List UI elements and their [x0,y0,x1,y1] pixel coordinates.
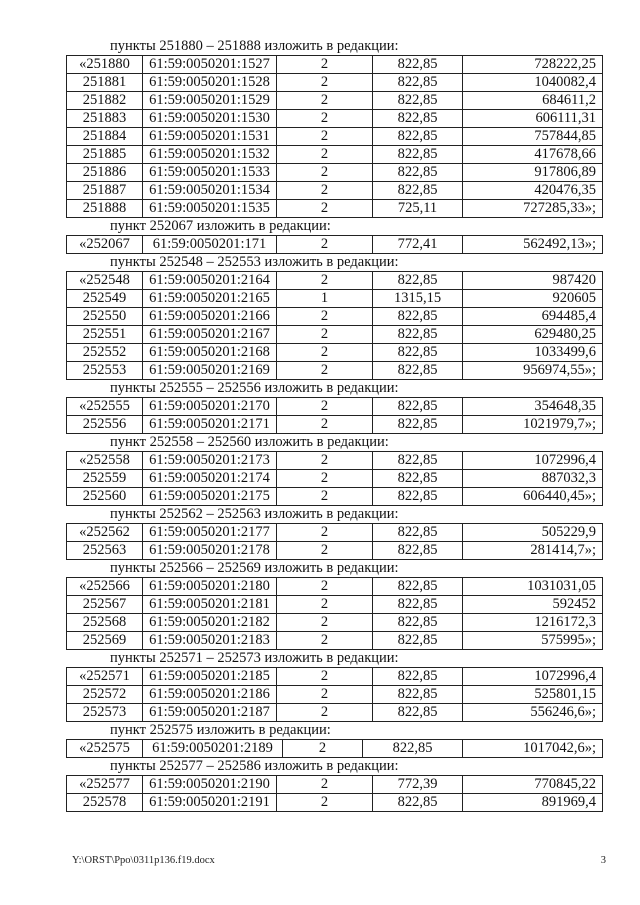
data-table [66,397,603,434]
cadastral-number-cell: 61:59:0050201:2174 [143,470,277,488]
count-cell: 2 [277,182,373,200]
count-cell: 2 [277,686,373,704]
cadastral-number-cell: 61:59:0050201:2181 [143,596,277,614]
value-cell: 770845,22 [463,776,603,794]
data-table [66,451,603,506]
table-row [67,416,603,434]
table-row [67,290,603,308]
table-row [67,110,603,128]
value-cell: 1017042,6»; [463,740,603,758]
table-row [67,308,603,326]
item-number-cell: «252562 [67,524,143,542]
value-cell: 525801,15 [463,686,603,704]
value-cell: 606111,31 [463,110,603,128]
section-heading: пункты 252577 – 252586 изложить в редакции: [110,758,399,774]
cadastral-number-cell: 61:59:0050201:2170 [143,398,277,416]
table-row [67,686,603,704]
table-row [67,488,603,506]
area-cell: 822,85 [373,452,463,470]
item-number-cell: 252569 [67,632,143,650]
table-row [67,74,603,92]
area-cell: 822,85 [373,596,463,614]
area-cell: 822,85 [373,362,463,380]
data-table [66,523,603,560]
data-table [66,55,603,218]
area-cell: 822,85 [373,344,463,362]
area-cell: 822,85 [363,740,463,758]
table-row [67,740,603,758]
table-row [67,362,603,380]
item-number-cell: «251880 [67,56,143,74]
item-number-cell: 252552 [67,344,143,362]
item-number-cell: 251884 [67,128,143,146]
value-cell: 1031031,05 [463,578,603,596]
document-body [66,38,602,812]
area-cell: 822,85 [373,668,463,686]
cadastral-number-cell: 61:59:0050201:1532 [143,146,277,164]
section-heading: пункты 252566 – 252569 изложить в редакции: [110,560,399,576]
table-row [67,326,603,344]
cadastral-number-cell: 61:59:0050201:1533 [143,164,277,182]
cadastral-number-cell: 61:59:0050201:1527 [143,56,277,74]
section-heading: пункт 252067 изложить в редакции: [110,218,331,234]
count-cell: 2 [277,524,373,542]
section-heading: пункты 252548 – 252553 изложить в редакции: [110,254,399,270]
table-row [67,200,603,218]
item-number-cell: «252575 [67,740,143,758]
value-cell: 281414,7»; [463,542,603,560]
item-number-cell: 251886 [67,164,143,182]
table-row [67,470,603,488]
item-number-cell: 251887 [67,182,143,200]
table-row [67,704,603,722]
cadastral-number-cell: 61:59:0050201:2167 [143,326,277,344]
area-cell: 822,85 [373,488,463,506]
value-cell: 684611,2 [463,92,603,110]
count-cell: 2 [277,704,373,722]
section-heading: пункты 252562 – 252563 изложить в редакции: [110,506,399,522]
table-row [67,668,603,686]
item-number-cell: 252578 [67,794,143,812]
item-number-cell: 252563 [67,542,143,560]
value-cell: 606440,45»; [463,488,603,506]
item-number-cell: 251883 [67,110,143,128]
value-cell: 987420 [463,272,603,290]
cadastral-number-cell: 61:59:0050201:2185 [143,668,277,686]
cadastral-number-cell: 61:59:0050201:1534 [143,182,277,200]
item-number-cell: «252571 [67,668,143,686]
table-row [67,164,603,182]
value-cell: 562492,13»; [463,236,603,254]
cadastral-number-cell: 61:59:0050201:2189 [143,740,283,758]
footer-file-path: Y:\ORST\Ppo\0311p136.f19.docx [72,855,215,866]
table-row [67,794,603,812]
item-number-cell: 252550 [67,308,143,326]
value-cell: 891969,4 [463,794,603,812]
data-table [66,775,603,812]
table-row [67,272,603,290]
value-cell: 505229,9 [463,524,603,542]
item-number-cell: «252548 [67,272,143,290]
item-number-cell: «252555 [67,398,143,416]
cadastral-number-cell: 61:59:0050201:2187 [143,704,277,722]
count-cell: 2 [277,326,373,344]
value-cell: 556246,6»; [463,704,603,722]
area-cell: 772,39 [373,776,463,794]
count-cell: 2 [277,164,373,182]
item-number-cell: «252558 [67,452,143,470]
data-table [66,667,603,722]
cadastral-number-cell: 61:59:0050201:2173 [143,452,277,470]
value-cell: 694485,4 [463,308,603,326]
count-cell: 2 [277,398,373,416]
area-cell: 772,41 [373,236,463,254]
count-cell: 2 [277,92,373,110]
cadastral-number-cell: 61:59:0050201:171 [143,236,277,254]
count-cell: 2 [277,596,373,614]
value-cell: 420476,35 [463,182,603,200]
table-row [67,56,603,74]
count-cell: 2 [277,128,373,146]
table-row [67,344,603,362]
data-table [66,271,603,380]
item-number-cell: «252067 [67,236,143,254]
count-cell: 2 [277,344,373,362]
section-heading: пункт 252558 – 252560 изложить в редакции: [110,434,389,450]
value-cell: 1072996,4 [463,668,603,686]
area-cell: 822,85 [373,92,463,110]
area-cell: 822,85 [373,146,463,164]
value-cell: 920605 [463,290,603,308]
item-number-cell: 252553 [67,362,143,380]
count-cell: 2 [277,416,373,434]
count-cell: 2 [277,110,373,128]
item-number-cell: «252577 [67,776,143,794]
value-cell: 917806,89 [463,164,603,182]
section-heading: пункты 252555 – 252556 изложить в редакции: [110,380,399,396]
value-cell: 592452 [463,596,603,614]
table-row [67,128,603,146]
value-cell: 728222,25 [463,56,603,74]
area-cell: 822,85 [373,398,463,416]
item-number-cell: 252559 [67,470,143,488]
item-number-cell: 252572 [67,686,143,704]
count-cell: 1 [277,290,373,308]
item-number-cell: 251881 [67,74,143,92]
cadastral-number-cell: 61:59:0050201:1535 [143,200,277,218]
cadastral-number-cell: 61:59:0050201:2178 [143,542,277,560]
count-cell: 2 [277,272,373,290]
value-cell: 956974,55»; [463,362,603,380]
value-cell: 575995»; [463,632,603,650]
item-number-cell: 252573 [67,704,143,722]
item-number-cell: 251885 [67,146,143,164]
value-cell: 629480,25 [463,326,603,344]
count-cell: 2 [277,668,373,686]
count-cell: 2 [283,740,363,758]
section-heading: пункты 252571 – 252573 изложить в редакции: [110,650,399,666]
count-cell: 2 [277,308,373,326]
data-table [66,577,603,650]
table-row [67,542,603,560]
count-cell: 2 [277,776,373,794]
area-cell: 725,11 [373,200,463,218]
cadastral-number-cell: 61:59:0050201:2171 [143,416,277,434]
area-cell: 822,85 [373,524,463,542]
count-cell: 2 [277,794,373,812]
value-cell: 1021979,7»; [463,416,603,434]
table-row [67,596,603,614]
table-row [67,452,603,470]
value-cell: 1072996,4 [463,452,603,470]
count-cell: 2 [277,362,373,380]
cadastral-number-cell: 61:59:0050201:2165 [143,290,277,308]
cadastral-number-cell: 61:59:0050201:2180 [143,578,277,596]
area-cell: 822,85 [373,56,463,74]
count-cell: 2 [277,542,373,560]
value-cell: 757844,85 [463,128,603,146]
area-cell: 822,85 [373,632,463,650]
item-number-cell: 251888 [67,200,143,218]
table-row [67,182,603,200]
area-cell: 822,85 [373,74,463,92]
value-cell: 417678,66 [463,146,603,164]
area-cell: 822,85 [373,686,463,704]
item-number-cell: 252556 [67,416,143,434]
cadastral-number-cell: 61:59:0050201:2166 [143,308,277,326]
table-row [67,776,603,794]
area-cell: 822,85 [373,308,463,326]
count-cell: 2 [277,74,373,92]
table-row [67,578,603,596]
item-number-cell: 252549 [67,290,143,308]
cadastral-number-cell: 61:59:0050201:2164 [143,272,277,290]
cadastral-number-cell: 61:59:0050201:1531 [143,128,277,146]
value-cell: 354648,35 [463,398,603,416]
page-number: 3 [600,855,606,866]
area-cell: 822,85 [373,578,463,596]
cadastral-number-cell: 61:59:0050201:2182 [143,614,277,632]
area-cell: 1315,15 [373,290,463,308]
cadastral-number-cell: 61:59:0050201:2191 [143,794,277,812]
cadastral-number-cell: 61:59:0050201:2190 [143,776,277,794]
count-cell: 2 [277,452,373,470]
area-cell: 822,85 [373,272,463,290]
item-number-cell: «252566 [67,578,143,596]
value-cell: 1216172,3 [463,614,603,632]
data-table [66,739,603,758]
cadastral-number-cell: 61:59:0050201:2177 [143,524,277,542]
area-cell: 822,85 [373,794,463,812]
area-cell: 822,85 [373,542,463,560]
section-heading: пункты 251880 – 251888 изложить в редакции: [110,38,399,54]
cadastral-number-cell: 61:59:0050201:1529 [143,92,277,110]
count-cell: 2 [277,632,373,650]
count-cell: 2 [277,614,373,632]
area-cell: 822,85 [373,470,463,488]
cadastral-number-cell: 61:59:0050201:1528 [143,74,277,92]
count-cell: 2 [277,56,373,74]
data-table [66,235,603,254]
area-cell: 822,85 [373,164,463,182]
cadastral-number-cell: 61:59:0050201:2169 [143,362,277,380]
area-cell: 822,85 [373,704,463,722]
value-cell: 727285,33»; [463,200,603,218]
count-cell: 2 [277,146,373,164]
cadastral-number-cell: 61:59:0050201:2186 [143,686,277,704]
table-row [67,524,603,542]
count-cell: 2 [277,236,373,254]
area-cell: 822,85 [373,128,463,146]
item-number-cell: 252568 [67,614,143,632]
section-heading: пункт 252575 изложить в редакции: [110,722,331,738]
table-row [67,92,603,110]
value-cell: 1040082,4 [463,74,603,92]
item-number-cell: 252551 [67,326,143,344]
area-cell: 822,85 [373,110,463,128]
item-number-cell: 252560 [67,488,143,506]
cadastral-number-cell: 61:59:0050201:1530 [143,110,277,128]
area-cell: 822,85 [373,416,463,434]
count-cell: 2 [277,488,373,506]
item-number-cell: 252567 [67,596,143,614]
table-row [67,632,603,650]
count-cell: 2 [277,200,373,218]
table-row [67,236,603,254]
area-cell: 822,85 [373,182,463,200]
table-row [67,614,603,632]
count-cell: 2 [277,470,373,488]
cadastral-number-cell: 61:59:0050201:2183 [143,632,277,650]
item-number-cell: 251882 [67,92,143,110]
area-cell: 822,85 [373,326,463,344]
table-row [67,146,603,164]
table-row [67,398,603,416]
cadastral-number-cell: 61:59:0050201:2168 [143,344,277,362]
value-cell: 887032,3 [463,470,603,488]
cadastral-number-cell: 61:59:0050201:2175 [143,488,277,506]
area-cell: 822,85 [373,614,463,632]
count-cell: 2 [277,578,373,596]
value-cell: 1033499,6 [463,344,603,362]
